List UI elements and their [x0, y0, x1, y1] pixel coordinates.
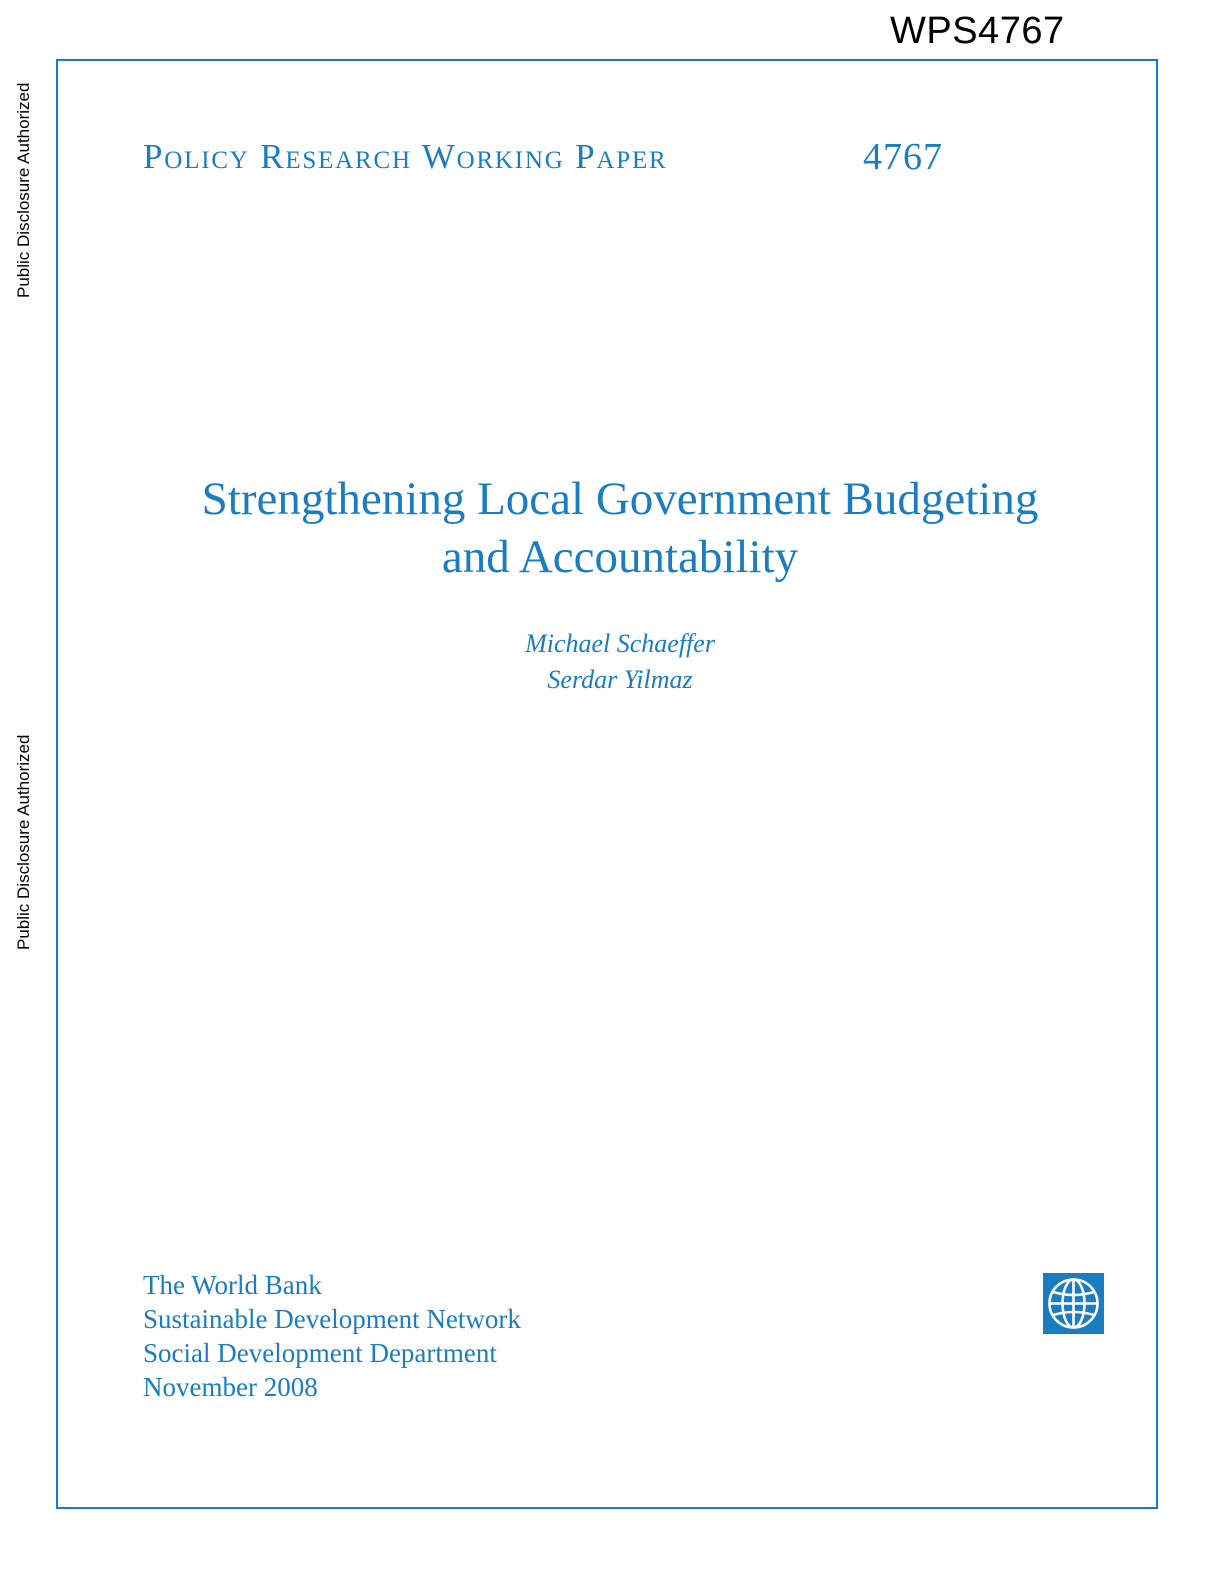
world-bank-globe-icon	[1043, 1273, 1104, 1334]
series-title: Policy Research Working Paper	[143, 137, 668, 176]
paper-title	[120, 470, 1120, 586]
department-name: Social Development Department	[143, 1338, 497, 1368]
author-name: Serdar Yilmaz	[547, 665, 693, 694]
publisher-block	[143, 1268, 521, 1404]
network-name: Sustainable Development Network	[143, 1304, 521, 1334]
author-list	[120, 626, 1120, 698]
document-id: WPS4767	[890, 10, 1065, 52]
publication-date: November 2008	[143, 1372, 318, 1402]
paper-title-line: and Accountability	[441, 531, 799, 583]
disclosure-stamp-bottom: Public Disclosure Authorized	[14, 734, 33, 950]
series-number: 4767	[863, 136, 943, 178]
author-name: Michael Schaeffer	[525, 629, 715, 658]
disclosure-stamp-top: Public Disclosure Authorized	[14, 82, 33, 298]
publisher-name: The World Bank	[143, 1270, 322, 1300]
paper-title-line: Strengthening Local Government Budgeting	[201, 473, 1039, 525]
